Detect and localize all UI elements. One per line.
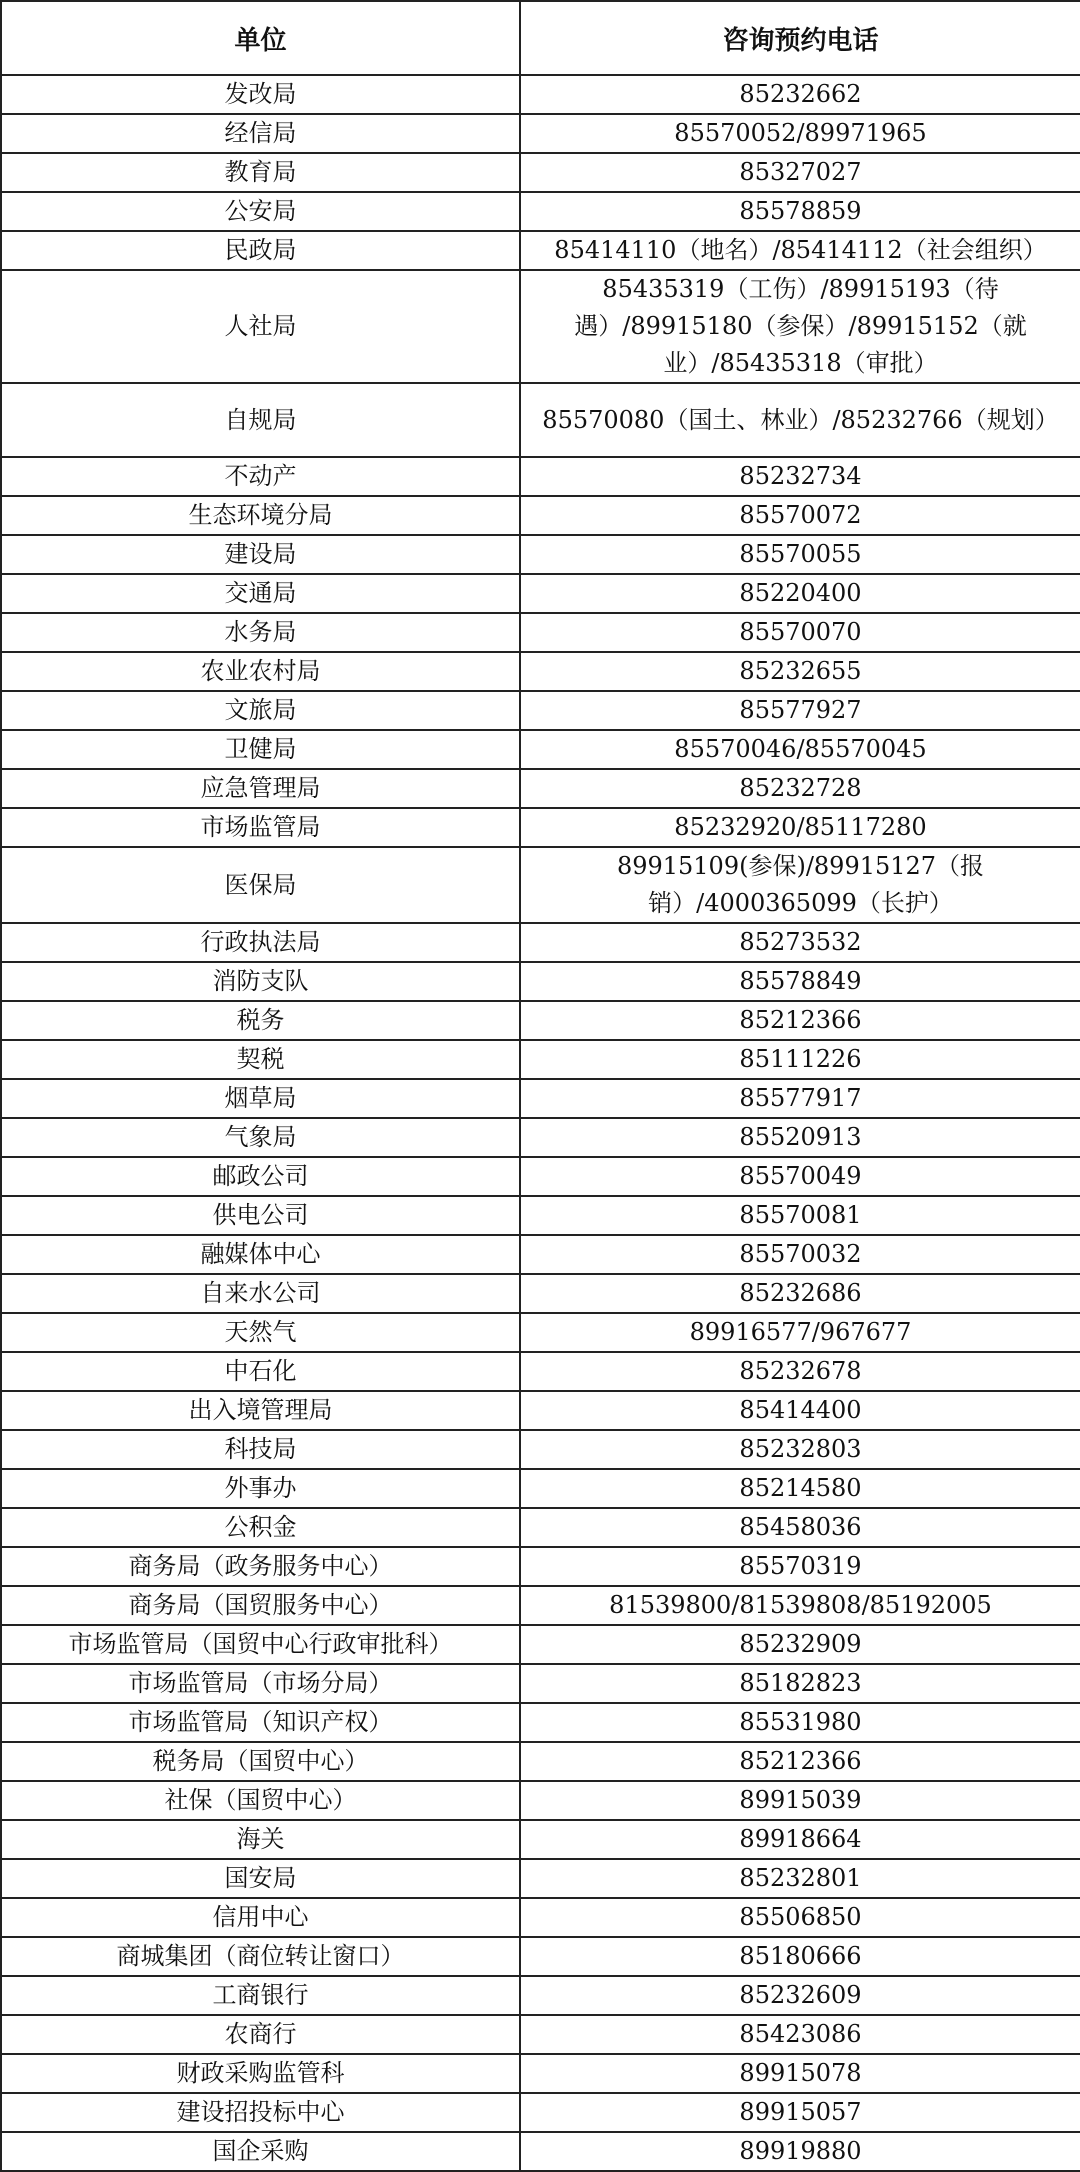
table-row bbox=[1, 1586, 1080, 1625]
table-row bbox=[1, 1118, 1080, 1157]
table-row bbox=[1, 613, 1080, 652]
unit-cell: 供电公司 bbox=[1, 1196, 520, 1235]
table-row bbox=[1, 847, 1080, 923]
unit-cell: 市场监管局（知识产权） bbox=[1, 1703, 520, 1742]
table-row bbox=[1, 1196, 1080, 1235]
phone-cell: 85570080（国土、林业）/85232766（规划） bbox=[520, 383, 1080, 457]
unit-cell: 农商行 bbox=[1, 2015, 520, 2054]
table-row bbox=[1, 1898, 1080, 1937]
table-row bbox=[1, 231, 1080, 270]
unit-cell: 教育局 bbox=[1, 153, 520, 192]
unit-cell: 发改局 bbox=[1, 75, 520, 114]
unit-cell: 税务局（国贸中心） bbox=[1, 1742, 520, 1781]
table-row bbox=[1, 153, 1080, 192]
table-row bbox=[1, 496, 1080, 535]
table-row bbox=[1, 1859, 1080, 1898]
unit-cell: 公积金 bbox=[1, 1508, 520, 1547]
unit-cell: 国安局 bbox=[1, 1859, 520, 1898]
phone-cell: 85273532 bbox=[520, 923, 1080, 962]
table-row bbox=[1, 652, 1080, 691]
phone-cell: 85212366 bbox=[520, 1001, 1080, 1040]
unit-cell: 建设招投标中心 bbox=[1, 2093, 520, 2132]
phone-cell: 85570052/89971965 bbox=[520, 114, 1080, 153]
phone-cell: 85232678 bbox=[520, 1352, 1080, 1391]
unit-cell: 公安局 bbox=[1, 192, 520, 231]
phone-cell: 85570072 bbox=[520, 496, 1080, 535]
phone-cell: 85423086 bbox=[520, 2015, 1080, 2054]
table-row bbox=[1, 1937, 1080, 1976]
unit-cell: 行政执法局 bbox=[1, 923, 520, 962]
table-row bbox=[1, 1820, 1080, 1859]
unit-cell: 民政局 bbox=[1, 231, 520, 270]
unit-cell: 经信局 bbox=[1, 114, 520, 153]
phone-cell: 85232734 bbox=[520, 457, 1080, 496]
phone-cell: 85232909 bbox=[520, 1625, 1080, 1664]
phone-cell: 85414400 bbox=[520, 1391, 1080, 1430]
table-row bbox=[1, 1547, 1080, 1586]
phone-cell: 85577917 bbox=[520, 1079, 1080, 1118]
table-row bbox=[1, 962, 1080, 1001]
phone-cell: 85220400 bbox=[520, 574, 1080, 613]
table-row bbox=[1, 1781, 1080, 1820]
table-row bbox=[1, 2093, 1080, 2132]
phone-cell: 85232662 bbox=[520, 75, 1080, 114]
unit-cell: 医保局 bbox=[1, 847, 520, 923]
phone-cell: 89919880 bbox=[520, 2132, 1080, 2171]
phone-cell: 85435319（工伤）/89915193（待遇）/89915180（参保）/89915152（就业）/85435318（审批） bbox=[520, 270, 1080, 383]
table-body bbox=[1, 75, 1080, 2171]
unit-cell: 卫健局 bbox=[1, 730, 520, 769]
phone-cell: 85180666 bbox=[520, 1937, 1080, 1976]
unit-cell: 交通局 bbox=[1, 574, 520, 613]
phone-cell: 89915057 bbox=[520, 2093, 1080, 2132]
unit-cell: 天然气 bbox=[1, 1313, 520, 1352]
table-row bbox=[1, 1391, 1080, 1430]
phone-cell: 85570046/85570045 bbox=[520, 730, 1080, 769]
table-row bbox=[1, 1703, 1080, 1742]
unit-cell: 文旅局 bbox=[1, 691, 520, 730]
unit-cell: 气象局 bbox=[1, 1118, 520, 1157]
unit-cell: 出入境管理局 bbox=[1, 1391, 520, 1430]
unit-cell: 外事办 bbox=[1, 1469, 520, 1508]
table-row bbox=[1, 1235, 1080, 1274]
table-row bbox=[1, 1040, 1080, 1079]
phone-cell: 85212366 bbox=[520, 1742, 1080, 1781]
unit-cell: 应急管理局 bbox=[1, 769, 520, 808]
phone-cell: 89918664 bbox=[520, 1820, 1080, 1859]
phone-cell: 85520913 bbox=[520, 1118, 1080, 1157]
unit-cell: 烟草局 bbox=[1, 1079, 520, 1118]
table-row bbox=[1, 2015, 1080, 2054]
phone-cell: 85578849 bbox=[520, 962, 1080, 1001]
phone-cell: 85570319 bbox=[520, 1547, 1080, 1586]
table-row bbox=[1, 1274, 1080, 1313]
phone-cell: 85577927 bbox=[520, 691, 1080, 730]
unit-cell: 社保（国贸中心） bbox=[1, 1781, 520, 1820]
table-row bbox=[1, 192, 1080, 231]
table-row bbox=[1, 535, 1080, 574]
phone-column-header: 咨询预约电话 bbox=[520, 1, 1080, 75]
phone-cell: 85232728 bbox=[520, 769, 1080, 808]
phone-cell: 85570049 bbox=[520, 1157, 1080, 1196]
table-row bbox=[1, 923, 1080, 962]
phone-cell: 85232801 bbox=[520, 1859, 1080, 1898]
phone-cell: 85214580 bbox=[520, 1469, 1080, 1508]
phone-cell: 85570032 bbox=[520, 1235, 1080, 1274]
phone-cell: 89915078 bbox=[520, 2054, 1080, 2093]
unit-cell: 建设局 bbox=[1, 535, 520, 574]
table-row bbox=[1, 574, 1080, 613]
phone-cell: 85111226 bbox=[520, 1040, 1080, 1079]
unit-cell: 水务局 bbox=[1, 613, 520, 652]
unit-cell: 融媒体中心 bbox=[1, 1235, 520, 1274]
table-row bbox=[1, 691, 1080, 730]
table-row bbox=[1, 1469, 1080, 1508]
phone-cell: 89915109(参保)/89915127（报销）/4000365099（长护） bbox=[520, 847, 1080, 923]
unit-cell: 消防支队 bbox=[1, 962, 520, 1001]
header-row bbox=[1, 1, 1080, 75]
phone-cell: 85232920/85117280 bbox=[520, 808, 1080, 847]
table-row bbox=[1, 1313, 1080, 1352]
unit-cell: 农业农村局 bbox=[1, 652, 520, 691]
unit-cell: 市场监管局（市场分局） bbox=[1, 1664, 520, 1703]
table-row bbox=[1, 769, 1080, 808]
phone-cell: 85506850 bbox=[520, 1898, 1080, 1937]
phone-cell: 85570081 bbox=[520, 1196, 1080, 1235]
phone-cell: 89915039 bbox=[520, 1781, 1080, 1820]
table-row bbox=[1, 1001, 1080, 1040]
table-row bbox=[1, 1664, 1080, 1703]
phone-cell: 85531980 bbox=[520, 1703, 1080, 1742]
phone-cell: 85232655 bbox=[520, 652, 1080, 691]
phone-cell: 85182823 bbox=[520, 1664, 1080, 1703]
phone-cell: 85570070 bbox=[520, 613, 1080, 652]
unit-cell: 市场监管局（国贸中心行政审批科） bbox=[1, 1625, 520, 1664]
table-row bbox=[1, 1742, 1080, 1781]
unit-cell: 自规局 bbox=[1, 383, 520, 457]
unit-cell: 税务 bbox=[1, 1001, 520, 1040]
phone-cell: 85232803 bbox=[520, 1430, 1080, 1469]
table-row bbox=[1, 730, 1080, 769]
unit-cell: 中石化 bbox=[1, 1352, 520, 1391]
phone-cell: 85232686 bbox=[520, 1274, 1080, 1313]
table-row bbox=[1, 1508, 1080, 1547]
table-row bbox=[1, 75, 1080, 114]
unit-cell: 自来水公司 bbox=[1, 1274, 520, 1313]
unit-cell: 人社局 bbox=[1, 270, 520, 383]
unit-cell: 商务局（国贸服务中心） bbox=[1, 1586, 520, 1625]
unit-cell: 契税 bbox=[1, 1040, 520, 1079]
unit-cell: 工商银行 bbox=[1, 1976, 520, 2015]
table-row bbox=[1, 808, 1080, 847]
unit-cell: 信用中心 bbox=[1, 1898, 520, 1937]
phone-cell: 85414110（地名）/85414112（社会组织） bbox=[520, 231, 1080, 270]
phone-cell: 85458036 bbox=[520, 1508, 1080, 1547]
table-row bbox=[1, 2054, 1080, 2093]
table-row bbox=[1, 1976, 1080, 2015]
unit-cell: 商城集团（商位转让窗口） bbox=[1, 1937, 520, 1976]
unit-cell: 商务局（政务服务中心） bbox=[1, 1547, 520, 1586]
phone-cell: 85232609 bbox=[520, 1976, 1080, 2015]
unit-cell: 不动产 bbox=[1, 457, 520, 496]
table-row bbox=[1, 383, 1080, 457]
phone-cell: 85570055 bbox=[520, 535, 1080, 574]
unit-cell: 海关 bbox=[1, 1820, 520, 1859]
unit-cell: 科技局 bbox=[1, 1430, 520, 1469]
unit-cell: 邮政公司 bbox=[1, 1157, 520, 1196]
table-row bbox=[1, 1625, 1080, 1664]
table-row bbox=[1, 114, 1080, 153]
phone-cell: 85327027 bbox=[520, 153, 1080, 192]
phone-cell: 89916577/967677 bbox=[520, 1313, 1080, 1352]
unit-cell: 财政采购监管科 bbox=[1, 2054, 520, 2093]
table-row bbox=[1, 1430, 1080, 1469]
table-row bbox=[1, 2132, 1080, 2171]
table-row bbox=[1, 1079, 1080, 1118]
table-row bbox=[1, 1157, 1080, 1196]
unit-cell: 生态环境分局 bbox=[1, 496, 520, 535]
table-row bbox=[1, 1352, 1080, 1391]
table-row bbox=[1, 457, 1080, 496]
unit-cell: 国企采购 bbox=[1, 2132, 520, 2171]
table-row bbox=[1, 270, 1080, 383]
phone-cell: 81539800/81539808/85192005 bbox=[520, 1586, 1080, 1625]
phone-cell: 85578859 bbox=[520, 192, 1080, 231]
unit-cell: 市场监管局 bbox=[1, 808, 520, 847]
unit-column-header: 单位 bbox=[1, 1, 520, 75]
